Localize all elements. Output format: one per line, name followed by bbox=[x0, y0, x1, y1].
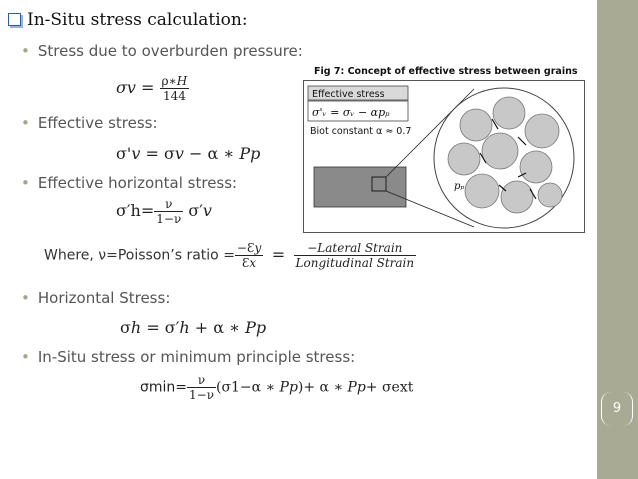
poisson-num2: −𝐿𝑎𝑡𝑒𝑟𝑎𝑙 𝑆𝑡𝑟𝑎𝑖𝑛 bbox=[307, 241, 403, 255]
eq3-denominator: 1−ν bbox=[156, 212, 182, 226]
figure-biot: Biot constant α ≈ 0.7 bbox=[310, 126, 412, 137]
eq3-fraction bbox=[154, 197, 183, 226]
poisson-num1: −Ɛ𝑦 bbox=[236, 241, 262, 255]
bullet-dot-icon: • bbox=[21, 114, 30, 132]
poisson-fraction-words bbox=[294, 241, 417, 270]
figure-illustration bbox=[304, 81, 584, 232]
bullet-insitu bbox=[21, 348, 355, 366]
eq6-rhs: (σ1−α ∗ 𝑃𝑝)+ α ∗ 𝑃𝑝+ σext bbox=[216, 379, 414, 396]
figure-caption: Fig 7: Concept of effective stress between grains bbox=[314, 66, 578, 77]
bullet-text: Stress due to overburden pressure: bbox=[37, 42, 303, 60]
bullet-dot-icon: • bbox=[21, 289, 30, 307]
bullet-text: Effective horizontal stress: bbox=[37, 174, 238, 192]
slide-heading bbox=[8, 10, 248, 30]
eq1-lhs: σ𝑣 = bbox=[116, 78, 155, 97]
eq6-denominator: 1−ν bbox=[189, 388, 214, 402]
eq1-numerator: ρ∗𝐻 bbox=[161, 74, 188, 88]
eq6-lhs: σmin= bbox=[140, 379, 188, 396]
rock-sample bbox=[314, 167, 406, 207]
bullet-text: Horizontal Stress: bbox=[37, 289, 171, 307]
eq3-numerator: ν bbox=[165, 197, 173, 211]
bullet-dot-icon: • bbox=[21, 42, 30, 60]
equation-effective: σ'𝑣 = σ𝑣 − α ∗ 𝑃𝑝 bbox=[116, 144, 261, 163]
figure-title: Effective stress bbox=[312, 89, 385, 100]
eq3-rhs: σ′𝑣 bbox=[188, 201, 212, 220]
bullet-text: In-Situ stress or minimum principle stress: bbox=[37, 348, 356, 366]
poisson-den1: Ɛ𝑥 bbox=[235, 255, 263, 270]
eq1-denominator: 144 bbox=[160, 88, 190, 103]
eq1-fraction bbox=[160, 74, 190, 103]
eq6-numerator: ν bbox=[197, 373, 206, 387]
eq6-fraction bbox=[187, 373, 216, 402]
equation-overburden bbox=[116, 74, 189, 103]
page-number: 9 bbox=[601, 392, 633, 426]
bullet-dot-icon: • bbox=[21, 174, 30, 192]
poisson-den2: 𝐿𝑜𝑛𝑔𝑖𝑡𝑢𝑑𝑖𝑛𝑎𝑙 𝑆𝑡𝑟𝑎𝑖𝑛 bbox=[295, 256, 415, 270]
bullet-effective-horizontal bbox=[21, 174, 237, 192]
eq3-lhs: σ′h= bbox=[116, 201, 155, 220]
poisson-prefix: Where, ν=Poisson’s ratio = bbox=[44, 247, 235, 264]
bullet-horizontal bbox=[21, 289, 170, 307]
bullet-dot-icon: • bbox=[21, 348, 30, 366]
equation-min-stress bbox=[140, 373, 413, 402]
equation-effective-horizontal bbox=[116, 197, 212, 226]
equation-horizontal: σℎ = σ′ℎ + α ∗ 𝑃𝑝 bbox=[120, 318, 267, 337]
heading-text: In-Situ stress calculation: bbox=[27, 10, 248, 30]
bullet-overburden bbox=[21, 42, 303, 60]
poisson-definition bbox=[44, 241, 416, 270]
checkbox-bullet-icon bbox=[8, 13, 21, 26]
effective-stress-figure bbox=[303, 80, 585, 233]
bullet-effective bbox=[21, 114, 158, 132]
poisson-fraction-strain bbox=[235, 241, 263, 270]
figure-formula: σ'ᵥ = σᵥ − αpₚ bbox=[312, 106, 390, 119]
bullet-text: Effective stress: bbox=[37, 114, 158, 132]
poisson-equals: = bbox=[271, 244, 286, 264]
pore-pressure-label: pₚ bbox=[454, 181, 465, 192]
